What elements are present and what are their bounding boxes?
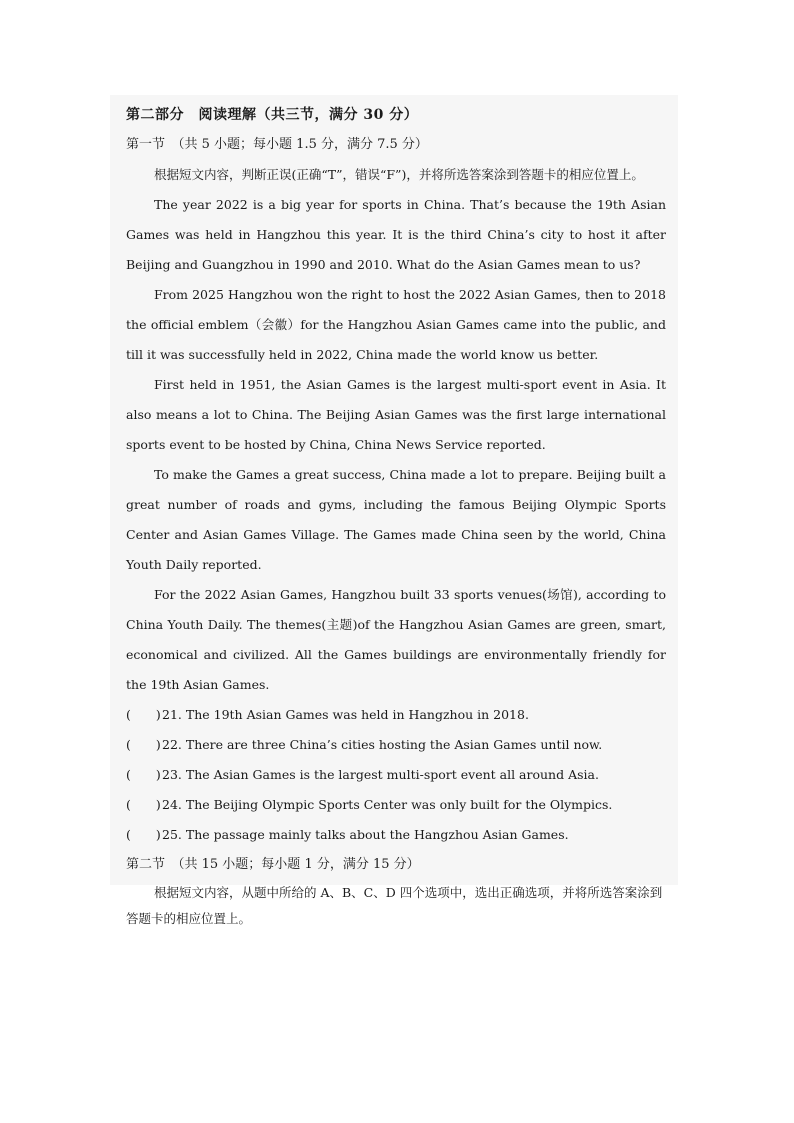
answer-blank: ( ) [126,767,161,782]
question-text: 24. The Beijing Olympic Sports Center was only built for the Olympics. [162,797,613,812]
exam-content [126,100,666,932]
passage-paragraph: To make the Games a great success, China made a lot to prepare. Beijing built a great number of roads and gyms, including the famous Beijing Olympic Sports Center and Asian Games Village. The Games made China seen by the world, China Youth Daily reported. [126,467,666,572]
answer-blank: ( ) [126,797,161,812]
question-text: 21. The 19th Asian Games was held in Hangzhou in 2018. [162,707,529,722]
question-text: 25. The passage mainly talks about the Hangzhou Asian Games. [162,827,569,842]
section1-instructions: 根据短文内容，判断正误(正确“T”，错误“F”)，并将所选答案涂到答题卡的相应位置上。 [154,167,644,182]
answer-blank: ( ) [126,737,161,752]
passage-paragraph: First held in 1951, the Asian Games is the largest multi-sport event in Asia. It also means a lot to China. The Beijing Asian Games was the first large international sports event to be hosted by China, China News Service reported. [126,377,666,452]
question-item [126,820,666,850]
passage-paragraph: The year 2022 is a big year for sports in China. That’s because the 19th Asian Games was held in Hangzhou this year. It is the third China’s city to host it after Beijing and Guangzhou in 1990 and 2010. What do the Asian Games mean to us? [126,197,666,272]
section2-instructions: 根据短文内容，从题中所给的 A、B、C、D 四个选项中，选出正确选项，并将所选答案涂到答题卡的相应位置上。 [126,885,663,926]
answer-blank: ( ) [126,707,161,722]
question-item [126,760,666,790]
question-item [126,790,666,820]
passage-paragraph: For the 2022 Asian Games, Hangzhou built 33 sports venues(场馆), according to China Youth Daily. The themes(主题)of the Hangzhou Asian Games are green, smart, economical and civilized. All the Games buildings are environmentally friendly for the 19th Asian Games. [126,587,666,692]
question-text: 22. There are three China’s cities hosting the Asian Games until now. [162,737,603,752]
question-text: 23. The Asian Games is the largest multi-sport event all around Asia. [162,767,599,782]
section2-heading: 第二节 （共 15 小题；每小题 1 分，满分 15 分） [126,857,420,872]
passage-paragraph: From 2025 Hangzhou won the right to host the 2022 Asian Games, then to 2018 the official emblem（会徽）for the Hangzhou Asian Games came into the public, and till it was successfully held in 2022, China made the world know us better. [126,287,666,362]
question-item [126,730,666,760]
answer-blank: ( ) [126,827,161,842]
section1-heading: 第一节 （共 5 小题；每小题 1.5 分，满分 7.5 分） [126,137,428,152]
question-item [126,700,666,730]
part-title: 第二部分 阅读理解（共三节，满分 30 分） [126,107,419,123]
